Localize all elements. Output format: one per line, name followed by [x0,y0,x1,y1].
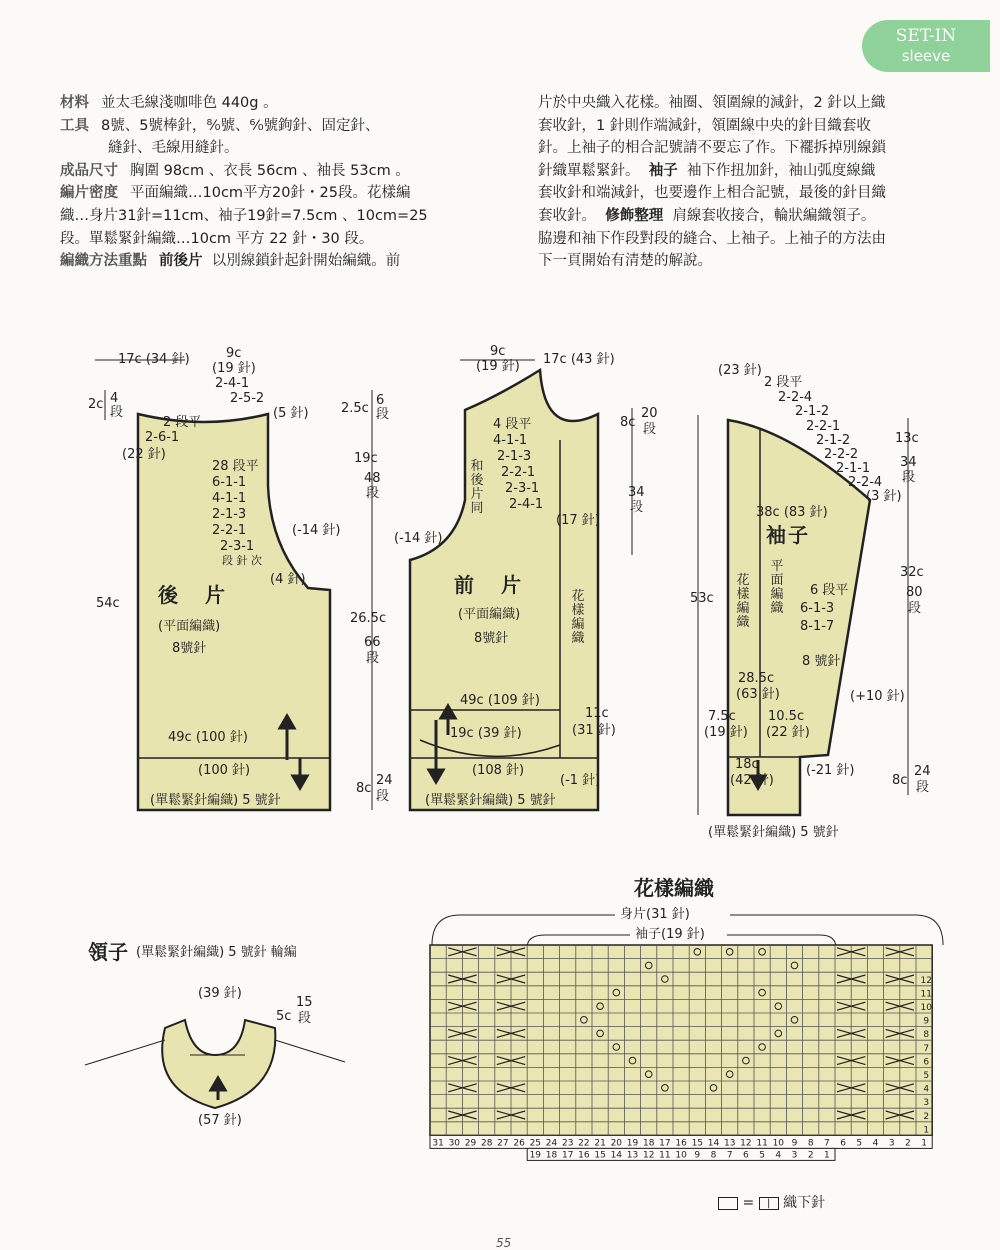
dim: 段 [366,486,380,501]
dim: (-14 針) [394,531,443,546]
chart-col-number: 11 [756,1138,768,1149]
dim: 2-2-4 [778,390,813,405]
chart-col-number: 31 [432,1138,444,1149]
dim: 2-3-1 [505,481,540,496]
dim: (19 針) [212,361,256,376]
dim: 4 [110,391,119,406]
chart-sleeve-span: 袖子(19 針) [635,927,705,942]
dim: 66 [364,635,381,650]
tab-line2: sleeve [901,47,951,65]
chart-col-number: 14 [707,1138,720,1149]
text: 套收針，1 針則作端減針，領圍線中央的針目織套收 [538,117,871,134]
dim: 2-1-3 [212,507,247,522]
dim: (-1 針) [560,773,601,788]
rib: (單鬆緊針編織) 5 號針 [708,825,839,840]
dim: (57 針) [198,1113,242,1128]
dim: 段 [916,780,930,795]
dim: 19c [354,451,378,466]
chart-col-number: 17 [659,1138,671,1149]
dim: 4 段平 [493,417,532,432]
legend-text: 織下針 [783,1195,826,1211]
dim: 段 [376,407,390,422]
dim: 2-2-1 [212,523,247,538]
dim: 28.5c [738,671,775,686]
needle: 8號針 [474,631,509,646]
chart-col-number: 6 [743,1150,749,1161]
chart-legend [718,1192,825,1212]
chart-col-number: 11 [659,1150,671,1161]
chart-col-number: 8 [807,1138,814,1149]
chart-col-number: 10 [772,1138,785,1149]
dim: 2-1-2 [816,433,851,448]
dim: (39 針) [198,986,242,1001]
dim: 8c [620,415,636,430]
dim: 2-5-2 [230,391,265,406]
chart-row-number: 4 [923,1084,930,1095]
dim: 段 [110,405,124,420]
chart-row-number: 11 [920,989,932,1000]
chart-col-number: 18 [642,1138,655,1149]
dim: (22 針) [122,447,166,462]
page-number: 55 [496,1236,512,1250]
chart-col-number: 8 [710,1150,717,1161]
note-vertical: 和後片同 [470,459,484,516]
chart-col-number: 15 [691,1138,704,1149]
note-vertical: 平面編織 [770,559,784,616]
label: 編織方法重點 [60,253,147,270]
text-bold: 修飾整理 [605,207,664,224]
chart-col-number: 20 [610,1138,623,1149]
dim: 2-2-1 [501,465,536,480]
text: 以別線鎖針起針開始編織。前 [211,253,401,270]
dim: 24 [914,764,931,779]
chart-row-number: 8 [923,1030,930,1041]
chart-col-number: 15 [594,1150,606,1161]
collar-title: 領子 [88,940,128,964]
dim: 18c [735,757,759,772]
text: 並太毛線淺咖啡色 440g 。 [101,95,278,111]
text: 下一頁開始有清楚的解說。 [538,253,712,270]
dim: 9c [490,344,506,359]
dim: 6 段平 [810,583,849,598]
dim: 38c (83 針) [756,505,828,520]
dim: 9c [226,346,242,361]
chart-row-number: 1 [923,1125,930,1136]
chart-row-number: 6 [923,1057,930,1068]
chart-col-number: 1 [824,1150,830,1161]
chart-row-number: 10 [920,1003,932,1013]
piece-sub: (平面編織) [158,619,221,634]
label: 編片密度 [60,185,118,202]
chart-row-number: 9 [923,1016,930,1027]
dim: 2-1-3 [497,449,532,464]
dim: 49c (109 針) [460,693,540,708]
dim: 6-1-1 [212,475,247,490]
dim: 34 [628,485,645,500]
text: 套收針和端減針，也要邊作上相合記號，最後的針目織 [538,185,886,202]
text: 平面編織…10cm平方20針・25段。花樣編 [130,185,411,202]
chart-col-number: 29 [464,1138,477,1149]
chart-col-number: 19 [626,1138,639,1149]
chart-title: 花樣編織 [634,876,714,900]
text: 縫針、毛線用縫針。 [108,140,239,157]
dim: 段 [298,1011,312,1026]
text-bold: 袖子 [648,162,678,179]
dim: (63 針) [736,687,780,702]
dim: 段 [366,651,380,666]
dim: 80 [906,585,923,600]
dim: 2-1-1 [836,461,871,476]
dim: 2c [88,397,104,412]
chart-col-number: 7 [726,1150,733,1161]
chart-row-number: 2 [923,1111,930,1122]
chart-col-number: 23 [561,1138,574,1149]
dim: (31 針) [572,723,616,738]
dim: 17c (43 針) [543,352,615,367]
chart-row-number: 7 [923,1043,930,1054]
dim: (108 針) [472,763,525,778]
dim: (100 針) [198,763,251,778]
chart-col-number: 30 [448,1138,461,1149]
chart-col-number: 26 [513,1138,525,1149]
chart-col-number: 24 [545,1138,558,1149]
chart-row-number: 5 [923,1071,930,1081]
dim: 13c [895,431,919,446]
dim: (-21 針) [806,763,855,778]
dim: (22 針) [766,725,810,740]
text: 片於中央織入花樣。袖圈、領圍線的減針，2 針以上織 [538,95,886,111]
dim: 段 [630,500,644,515]
dim: 2-2-1 [806,419,841,434]
dim: 11c [585,706,609,721]
chart-col-number: 7 [824,1138,830,1149]
dim: (23 針) [718,363,762,378]
dim: 2.5c [341,401,369,416]
dim: (3 針) [866,489,902,504]
chart-col-number: 2 [905,1138,911,1149]
chart-col-number: 28 [480,1138,493,1149]
legend-knit-icon: | [759,1197,779,1210]
dim: 段 [908,601,922,616]
dim: 8-1-7 [800,619,835,634]
dim: 48 [364,471,381,486]
text: 針。上袖子的相合記號請不要忘了作。下襬拆掉別線鎖 [538,140,886,157]
dim: 26.5c [350,611,387,626]
chart-col-number: 13 [723,1138,736,1149]
chart-col-number: 16 [578,1150,590,1161]
dim: 24 [376,773,393,788]
piece-title: 後 片 [158,583,235,607]
note-vertical: 花樣編織 [736,573,750,630]
chart-col-number: 3 [888,1138,895,1149]
legend-blank-icon [718,1197,738,1210]
dim: 2-4-1 [215,376,250,391]
chart-col-number: 21 [594,1138,606,1149]
chart-col-number: 12 [740,1138,752,1149]
chart-col-number: 10 [675,1150,687,1161]
dim: (19 針) [704,725,748,740]
chart-row-number: 12 [920,975,932,986]
dim: 5c [276,1009,292,1024]
text: 8號、5號棒針，⁸⁄₀號、⁶⁄₀號鉤針、固定針、 [101,117,380,134]
dim: (5 針) [273,406,309,421]
dim: 2-2-4 [848,475,883,490]
chart-col-number: 1 [921,1138,927,1149]
text-bold: 前後片 [159,253,203,270]
rib: (單鬆緊針編織) 5 號針 [150,793,281,808]
chart-row-number: 3 [923,1098,930,1109]
piece-sub: (平面編織) [458,607,521,622]
chart-col-number: 3 [791,1150,798,1161]
dim: 4-1-1 [493,433,528,448]
chart-col-number: 22 [578,1138,590,1149]
dim: (42 針) [730,773,774,788]
dim: 53c [690,591,714,606]
chart-col-number: 12 [642,1150,655,1161]
dim: 20 [641,406,658,421]
chart-col-number: 16 [675,1138,687,1149]
legend-equals: = [742,1195,755,1211]
chart-col-number: 9 [791,1138,798,1149]
dim: 8c [892,773,908,788]
chart-col-number: 4 [872,1138,879,1149]
chart-col-number: 4 [775,1150,782,1161]
label: 材料 [60,95,89,111]
dim: (19 針) [476,359,520,374]
dim: 2-4-1 [509,497,544,512]
dim: (17 針) [556,513,600,528]
text: 脇邊和袖下作段對段的縫合、上袖子。上袖子的方法由 [538,230,886,247]
dim: 54c [96,596,120,611]
dim: 28 段平 [212,459,259,474]
dim: 19c (39 針) [450,726,522,741]
collar-title-rest: (單鬆緊針編織) 5 號針 輪編 [136,945,297,960]
chart-col-number: 6 [840,1138,846,1149]
chart-col-number: 14 [610,1150,623,1161]
dim: 6-1-3 [800,601,835,616]
dim: 2 段平 [764,375,803,390]
piece-title: 前 片 [454,573,531,597]
chart-col-number: 18 [545,1150,558,1161]
chart-col-number: 25 [529,1138,542,1149]
text: 針織單鬆緊針。 [538,162,640,179]
text: 套收針。 [538,207,596,224]
dim: 段 [643,422,657,437]
dim: 15 [296,995,313,1010]
dim: 2-1-2 [795,404,830,419]
dim: 6 [376,393,385,408]
needle: 8號針 [172,641,207,656]
dim: (4 針) [270,572,306,587]
piece-title: 袖子 [766,523,810,547]
dim: 32c [900,565,924,580]
dim: 49c (100 針) [168,730,248,745]
chart-col-number: 19 [529,1150,542,1161]
dim: (-14 針) [292,523,341,538]
dim: 17c (34 針) [118,352,190,367]
note-vertical: 花樣編織 [571,589,585,646]
text: 袖下作扭加針，袖山弧度線織 [686,162,876,179]
chart-col-number: 9 [694,1150,701,1161]
text: 肩線套收接合，輪狀編織領子。 [672,207,876,224]
dim: 2 段平 [163,415,202,430]
chart-col-number: 27 [497,1138,509,1149]
dim: 段 [902,470,916,485]
dim: 8c [356,781,372,796]
dim: 34 [900,455,917,470]
dim: 2-6-1 [145,430,180,445]
chart-col-number: 2 [807,1150,814,1161]
dim: (+10 針) [850,689,905,704]
text: 段。單鬆緊針編織…10cm 平方 22 針・30 段。 [60,230,374,247]
dim: 7.5c [708,709,736,724]
dim: 10.5c [768,709,805,724]
dim: 段 針 次 [222,554,262,567]
dim: 2-3-1 [220,539,255,554]
chart-col-number: 13 [626,1150,639,1161]
dim: 段 [376,789,390,804]
text: 胸圍 98cm 、衣長 56cm 、袖長 53cm 。 [130,162,410,179]
rib: (單鬆緊針編織) 5 號針 [425,793,556,808]
label: 工具 [60,117,89,134]
chart-col-number: 5 [759,1150,765,1161]
dim: 4-1-1 [212,491,247,506]
needle: 8 號針 [802,654,841,669]
dim: 2-2-2 [824,447,859,462]
chart-body-span: 身片(31 針) [620,907,690,922]
chart-col-number: 5 [856,1138,863,1149]
text: 織…身片31針=11cm、袖子19針=7.5cm 、10cm=25 [60,207,428,224]
label: 成品尺寸 [60,162,118,179]
chart-col-number: 17 [561,1150,574,1161]
tab-line1: SET-IN [895,26,957,46]
